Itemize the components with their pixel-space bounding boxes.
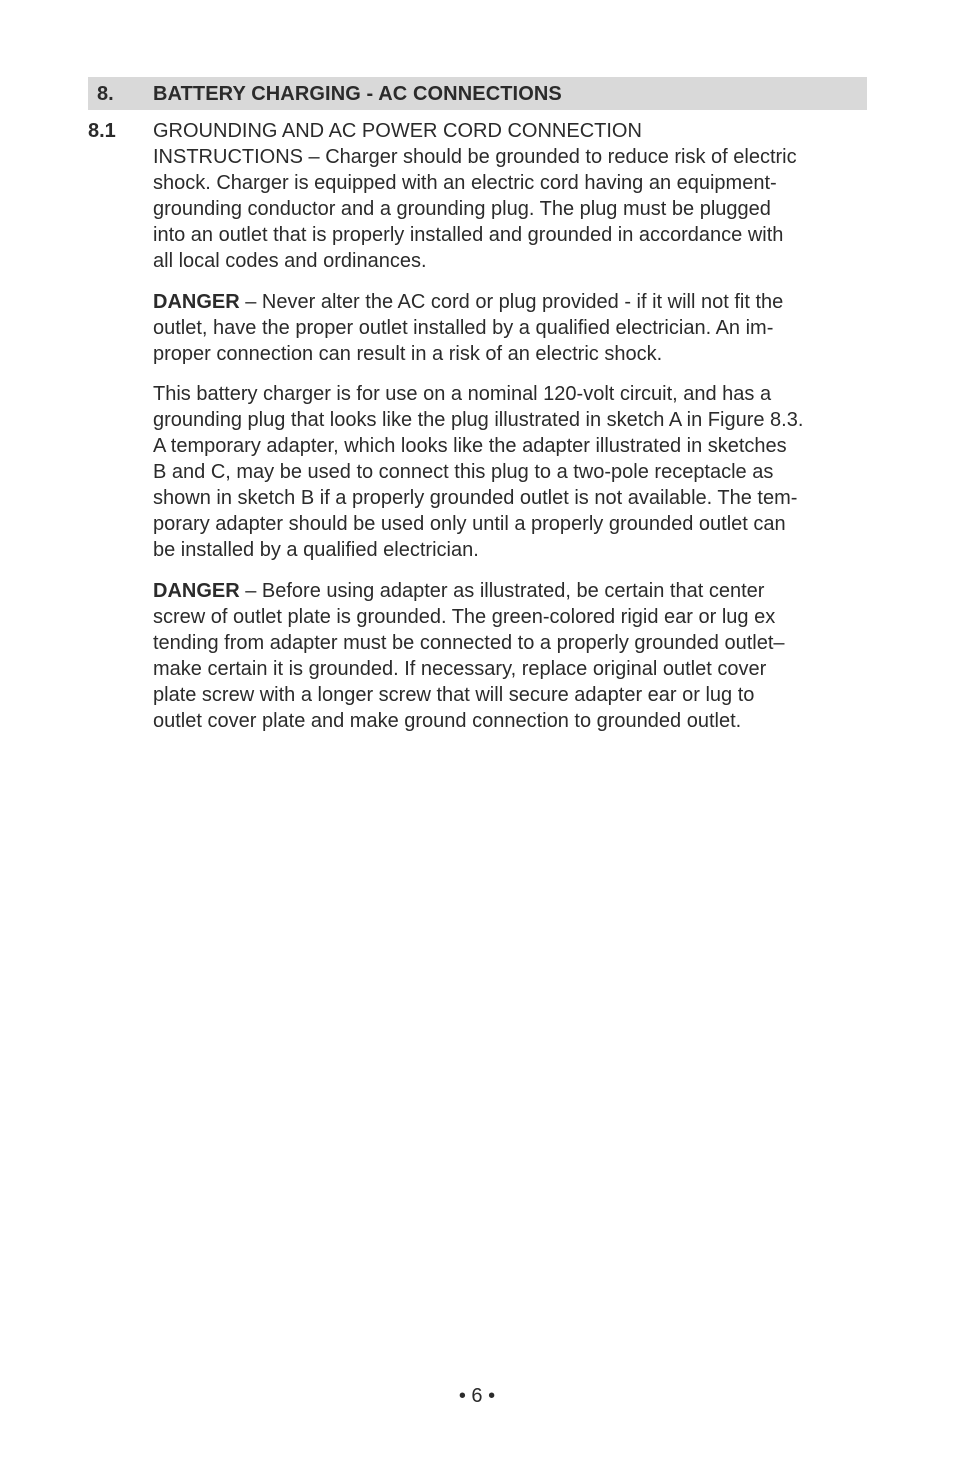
page-number: • 6 • [458,1385,496,1407]
section-number: 8. [97,83,114,105]
section-header [88,77,867,110]
paragraph-text: – Never alter the AC cord or plug provided - if it will not fit the outlet, have the proper outlet installed by a qualified electrician. An im- proper connection can result in a risk of an electric shock. [153,290,784,365]
subsection-body [153,118,869,734]
paragraph-text: This battery charger is for use on a nominal 120-volt circuit, and has a grounding plug that looks like the plug illustrated in sketch A in Figure 8.3. A temporary adapter, which looks like the adapter illustrated in sketches B and C, may be used to connect this plug to a two-pole receptacle as shown in sketch B if a properly grounded outlet is not available. The tem- porary adapter should be used only until a properly grounded outlet can be installed by a qualified electrician. [153,382,804,562]
subsection-number: 8.1 [88,120,116,142]
paragraph-grounding-instructions [153,118,869,275]
paragraph-text: – Before using adapter as illustrated, be certain that center screw of outlet plate is grounded. The green-colored rigid ear or lug ex tending from adapter must be connected to a properly grounded outlet– make certain it is grounded. If necessary, replace original outlet cover plate screw with a longer screw that will secure adapter ear or lug to outlet cover plate and make ground connection to grounded outlet. [153,579,785,732]
paragraph-adapter-info [153,381,869,564]
paragraph-danger-adapter [153,578,869,735]
paragraph-text: GROUNDING AND AC POWER CORD CONNECTION INSTRUCTIONS – Charger should be grounded to reduce risk of electric shock. Charger is equipped with an electric cord having an equipment- grounding conductor and a grounding plug. The plug must be plugged into an outlet that is properly installed and grounded in accordance with all local codes and ordinances. [153,120,797,273]
danger-label: DANGER [153,579,240,602]
paragraph-danger-cord [153,289,869,367]
danger-label: DANGER [153,290,240,313]
section-title: BATTERY CHARGING - AC CONNECTIONS [153,83,562,105]
